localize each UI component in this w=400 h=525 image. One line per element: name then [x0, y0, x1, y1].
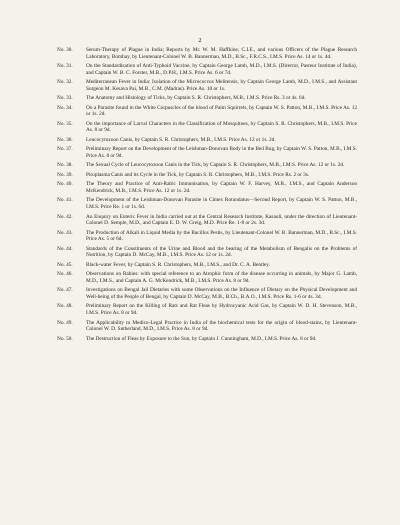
entry-text: Mediterranean Fever in India: Isolation of the Micrococcus Melitensis, by Captain George Lamb, M.D., I.M.S., and Assistant Surgeon M. Kesava Pai, M.B., C.M. (Madras). Price As. 10 or 1s.	[86, 79, 357, 92]
entry-number: No. 47.	[57, 287, 73, 294]
entry-number: No. 39.	[57, 171, 73, 178]
entry-number: No. 46.	[57, 271, 73, 278]
list-item	[57, 162, 357, 169]
entry-number: No. 42.	[57, 213, 73, 220]
list-item	[57, 197, 357, 210]
entry-number: No. 40.	[57, 181, 73, 188]
entry-text: The Anatomy and Histology of Ticks, by Captain S. R. Christophers, M.B., I.M.S. Price Rs. 3 or 4s. 6d.	[86, 95, 306, 102]
entry-text: Black-water Fever, by Captain S. R. Christophers, M.B., I.M.S., and Dr. C. A. Bentley.	[86, 261, 270, 268]
list-item	[57, 172, 357, 179]
entry-number: No. 44.	[57, 245, 73, 252]
list-item	[57, 63, 357, 76]
entry-number: No. 31.	[57, 63, 73, 70]
list-item	[57, 287, 357, 300]
entry-number: No. 41.	[57, 197, 73, 204]
list-item	[57, 336, 357, 343]
entry-text: Piroplasma Canis and its Cycle in the Tick, by Captain S. R. Christophers, M.B., I.M.S. Price Rs. 2 or 3s.	[86, 171, 310, 178]
list-item	[57, 121, 357, 134]
list-item	[57, 95, 357, 102]
entry-text: The Sexual Cycle of Leucocytozoon Canis in the Tick, by Captain S. R. Christophers, M.B., I.M.S. Price As. 12 or 1s. 2d.	[86, 162, 345, 169]
entry-number: No. 34.	[57, 104, 73, 111]
list-item	[57, 320, 357, 333]
entry-text: Preliminary Report on the Killing of Rats and Rat Fleas by Hydrocyanic Acid Gas, by Captain W. D. H. Stevenson, M.B., I.M.S. Price As. 8 or 9d.	[86, 303, 357, 317]
list-item	[57, 271, 357, 284]
entry-number: No. 30.	[57, 47, 73, 53]
list-item	[57, 262, 357, 269]
list-item	[57, 230, 357, 243]
entry-text: Standards of the Constituents of the Urine and Blood and the bearing of the Metabolism of Bengalis on the Problems of Nutrition, by Captain D. McCay, M.B., I.M.S. Price As. 12 or 1s. 2d.	[86, 245, 357, 259]
entry-text: The Applicability to Medico-Legal Practice in India of the biochemical tests for the origin of blood-stains, by Lieutenant-Colonel W. D. Sutherland, M.D., I.M.S. Price As. 8 or 9d.	[86, 319, 357, 333]
entry-text: The Destruction of Fleas by Exposure to the Sun, by Captain J. Cunningham, M.D., I.M.S. Price As. 8 or 9d.	[86, 335, 317, 342]
entry-number: No. 50.	[57, 335, 73, 342]
entry-text: Preliminary Report on the Development of the Leishman-Donovan Body in the Bed Bug, by Captain W. S. Patton, M.B., I.M.S. Price As. 8 or 9d.	[86, 146, 357, 159]
entry-number: No. 36.	[57, 136, 73, 143]
entry-number: No. 35.	[57, 120, 73, 127]
list-item	[57, 214, 357, 227]
entry-text: An Enquiry on Enteric Fever in India carried out at the Central Research Institute, Kasauli, under the direction of Lieutenant-Colonel D. Semple, M.D., and Captain E. D. W. Greig, M.D. Price Re. 1-8 or 2s. 3d.	[86, 213, 357, 227]
entry-text: On a Parasite found in the White Corpuscles of the blood of Palm Squirrels, by Captain W. S. Patton, M.B., I.M.S. Price As. 12 or 1s. 2d.	[86, 104, 357, 118]
list-item	[57, 246, 357, 259]
entry-number: No. 49.	[57, 319, 73, 326]
entry-number: No. 45.	[57, 261, 73, 268]
entry-text: Investigations on Bengal Jail Dietaries with some Observations on the Influence of Dietary on the Physical Development and Well-being of the People of Bengal, by Captain D. McCay, M.B., B.Ch., B.A.O., I.M.S. Price Rs. 1-6 or 4s. 3d.	[86, 287, 357, 300]
entry-text: Observations on Rabies: with special reference to an Atrophic form of the disease occurring in animals, by Major G. Lamb, M.D., I.M.S., and Captain A. G. McKendrick, M.B., I.M.S. Price As. 8 or 9d.	[86, 271, 357, 284]
page-number: 2	[198, 37, 202, 44]
entry-text: Leucocytozoon Canis, by Captain S. R. Christophers, M.B., I.M.S. Price As. 12 or 1s. 2d.	[86, 136, 276, 143]
entry-number: No. 32.	[57, 79, 73, 86]
list-item	[57, 79, 357, 92]
entry-text: The Theory and Practice of Anti-Rabic Immunisation, by Captain W. F. Harvey, M.B., I.M.S., and Captain Anderson McKendrick, M.B., I.M.S. Price As. 12 or 1s. 2d.	[86, 181, 357, 194]
entry-text: Serum-Therapy of Plague in India; Reports by Mr. W. M. Haffkine, C.I.E., and various Officers of the Plague Research Laboratory, Bombay, by Lieutenant-Colonel W. B. Bannerman, M.D., B.Sc., F.R.C.S., I.M.S. Price As. 14 or 1s. 4d.	[86, 47, 357, 60]
entry-text: On the importance of Larval Characters in the Classification of Mosquitoes, by Captain S. R. Christophers, M.B., I.M.S. Price As. 8 or 9d.	[86, 120, 357, 134]
publication-list	[57, 47, 357, 345]
list-item	[57, 105, 357, 118]
entry-number: No. 48.	[57, 303, 73, 310]
list-item	[57, 47, 357, 60]
list-item	[57, 303, 357, 316]
entry-text: On the Standardisation of Anti-Typhoid Vaccine, by Captain George Lamb, M.D., I.M.S. (Director, Pasteur Institute of India), and Captain W. B. C. Forster, M.B., D.P.H., I.M.S. Price As. 6 or 7d.	[86, 63, 357, 76]
list-item	[57, 137, 357, 144]
entry-text: The Development of the Leishman-Donovan Parasite in Cimex Rotundatus—Second Report, by Captain W. S. Patton, M.B., I.M.S. Price Re. 1 or 1s. 6d.	[86, 197, 357, 211]
entry-number: No. 38.	[57, 162, 73, 169]
entry-number: No. 43.	[57, 229, 73, 236]
list-item	[57, 181, 357, 194]
list-item	[57, 146, 357, 159]
entry-number: No. 37.	[57, 146, 73, 153]
entry-text: The Production of Alkali in Liquid Media by the Bacillus Pestis, by Lieutenant-Colonel W. B. Bannerman, M.D., B.Sc., I.M.S. Price As. 5 or 6d.	[86, 229, 357, 243]
entry-number: No. 33.	[57, 95, 73, 102]
